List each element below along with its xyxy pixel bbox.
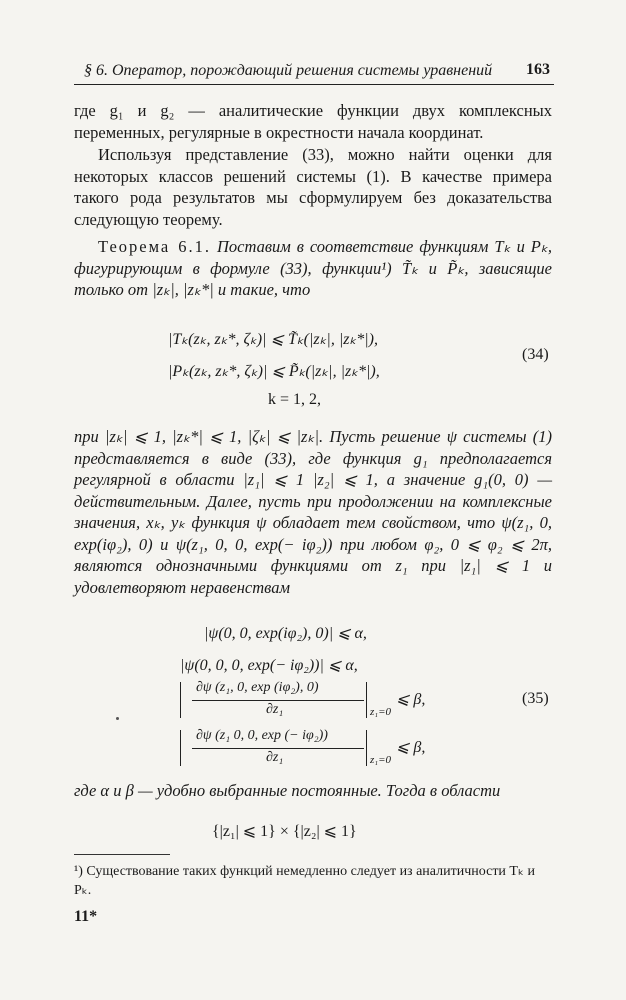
eq35-frac2-numerator: ∂ψ (z₁ 0, 0, exp (− iφ₂)) xyxy=(196,728,328,743)
eq35-line1: |ψ(0, 0, exp(iφ₂), 0)| ⩽ α, xyxy=(204,625,367,642)
signature-mark: 11* xyxy=(74,908,98,925)
eq34-line2: |Pₖ(zₖ, zₖ*, ζₖ)| ⩽ P̃ₖ(|zₖ|, |zₖ*|), xyxy=(168,363,380,380)
abs-bar-right-2 xyxy=(366,730,367,766)
stray-dot xyxy=(116,717,119,720)
eq35-frac2-denominator: ∂z₁ xyxy=(266,750,284,765)
eq35-frac1-denominator: ∂z₁ xyxy=(266,702,284,717)
eq34-number: (34) xyxy=(522,346,549,363)
eq35-sub-1: z₁=0 xyxy=(370,706,392,718)
eq35-line2: |ψ(0, 0, 0, exp(− iφ₂))| ⩽ α, xyxy=(180,657,358,674)
paragraph-1: где g₁ и g₂ — аналитические функции двух комплексных переменных, регулярные в окрестности начала координат. xyxy=(74,101,552,142)
abs-bar-left-2 xyxy=(180,730,181,766)
section-title: § 6. Оператор, порождающий решения системы уравнений xyxy=(84,62,493,79)
eq35-rhs-1: ⩽ β, xyxy=(396,691,426,708)
paragraph-4: где α и β — удобно выбранные постоянные. Тогда в области xyxy=(74,781,501,800)
eq35-rhs-2: ⩽ β, xyxy=(396,739,426,756)
fraction-bar-1 xyxy=(192,700,364,701)
theorem-text: Поставим в соответствие функциям Tₖ и Pₖ, фигурирующим в формуле (33), функции¹) T̃ₖ и P̃ₖ, зависящие только от |zₖ|, |zₖ*| и такие, что xyxy=(74,237,553,299)
paragraph-2: Используя представление (33), можно найти оценки для некоторых классов решений системы (1). В качестве примера такого рода результатов мы сформулируем без доказательства следующую теорему. xyxy=(74,145,552,229)
theorem-label: Теорема 6.1. xyxy=(98,237,211,256)
eq35-number: (35) xyxy=(522,690,549,707)
domain-equation: {|z₁| ⩽ 1} × {|z₂| ⩽ 1} xyxy=(212,823,357,840)
paragraph-3: при |zₖ| ⩽ 1, |zₖ*| ⩽ 1, |ζₖ| ⩽ |zₖ|. Пусть решение ψ системы (1) представляется в виде (33), где функция g₁ предполагается регулярной в области |z₁| ⩽ 1 |z₂| ⩽ 1, а значение g₁(0, 0) — действительным. Далее, пусть при продолжении на комплексные значения, xₖ, yₖ функция ψ обладает тем свойством, что ψ(z₁, 0, exp(iφ₂), 0) и ψ(z₁, 0, 0, exp(− iφ₂)) при любом φ₂, 0 ⩽ φ₂ ⩽ 2π, являются однозначными функциями от z₁ при |z₁| ⩽ 1 и удовлетворяют неравенствам xyxy=(74,427,552,597)
footnote: ¹) Существование таких функций немедленно следует из аналитичности Tₖ и Pₖ. xyxy=(74,864,535,898)
eq34-line3: k = 1, 2, xyxy=(268,391,322,408)
theorem-6-1 xyxy=(74,236,552,301)
eq35-sub-2: z₁=0 xyxy=(370,754,392,766)
abs-bar-left-1 xyxy=(180,682,181,718)
eq34-line1: |Tₖ(zₖ, zₖ*, ζₖ)| ⩽ T̃ₖ(|zₖ|, |zₖ*|), xyxy=(168,331,378,348)
page-number: 163 xyxy=(526,61,550,78)
fraction-bar-2 xyxy=(192,748,364,749)
running-header xyxy=(74,62,554,85)
abs-bar-right-1 xyxy=(366,682,367,718)
eq35-frac1-numerator: ∂ψ (z₁, 0, exp (iφ₂), 0) xyxy=(196,680,319,695)
footnote-rule xyxy=(74,854,170,855)
